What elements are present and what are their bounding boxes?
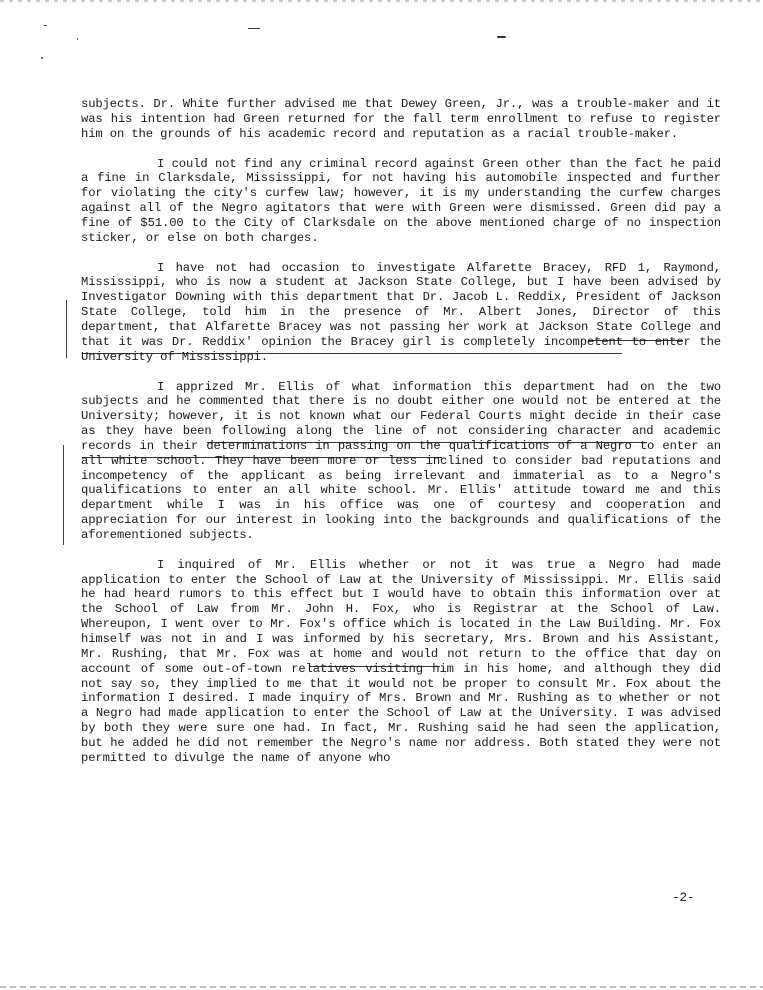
scan-speck	[77, 38, 78, 40]
margin-bracket-mark	[63, 445, 64, 545]
scan-speck	[41, 57, 43, 59]
paragraph: subjects. Dr. White further advised me that Dewey Green, Jr., was a trouble-maker and it was his intention had Green returned for the fall term enrollment to refuse to register him on the grounds of his academic record and reputation as a racial trouble-maker.	[81, 97, 721, 141]
letter-body	[81, 97, 721, 781]
paragraph: I have not had occasion to investigate Alfarette Bracey, RFD 1, Raymond, Mississippi, who is now a student at Jackson State College, but I have been advised by Investigator Downing with this department that Dr. Jacob L. Reddix, President of Jackson State College, told him in the presence of Mr. Albert Jones, Director of this department, that Alfarette Bracey was not passing her work at Jackson State College and that it was Dr. Reddix' opinion the Bracey girl is completely incompetent to enter the University of Mississippi.	[81, 260, 721, 364]
scan-edge-top	[0, 0, 763, 2]
paragraph: I inquired of Mr. Ellis whether or not it was true a Negro had made application to enter the School of Law at the University of Mississippi. Mr. Ellis said he had heard rumors to this effect but I would have to obtain this information over at the School of Law from Mr. John H. Fox, who is Registrar at the School of Law. Whereupon, I went over to Mr. Fox's office which is located in the Law Building. Mr. Fox himself was not in and I was informed by his secretary, Mrs. Brown and his Assistant, Mr. Rushing, that Mr. Fox was at home and would not return to the office that day on account of some out-of-town relatives visiting him in his home, and although they did not say so, they implied to me that it would not be proper to consult Mr. Fox about the information I desired. I made inquiry of Mrs. Brown and Mr. Rushing as to whether or not a Negro had made application to enter the School of Law at the University. I was advised by both they were sure one had. In fact, Mr. Rushing said he had seen the application, but he added he did not remember the Negro's name nor address. Both stated they were not permitted to divulge the name of anyone who	[81, 557, 721, 765]
scan-speck	[497, 36, 506, 38]
paragraph: I apprized Mr. Ellis of what information this department had on the two subjects and he commented that there is no doubt either one would not be entered at the University; however, it is not known what our Federal Courts might decide in their case as they have been following along the line of not considering character and academic records in their determinations in passing on the qualifications of a Negro to enter an all white school. They have been more or less inclined to consider bad reputations and incompetency of the applicant as being irrelevant and immaterial as to a Negro's qualifications to enter an all white school. Mr. Ellis' attitude toward me and this department while I was in his office was one of courtesy and cooperation and appreciation for our interest in looking into the backgrounds and qualifications of the aforementioned subjects.	[81, 379, 721, 542]
scan-speck	[44, 25, 47, 26]
margin-bracket-mark	[66, 300, 67, 358]
scan-edge-bottom	[0, 986, 763, 988]
page-number: -2-	[672, 891, 695, 905]
paragraph: I could not find any criminal record against Green other than the fact he paid a fine in Clarksdale, Mississippi, for not having his automobile inspected and further for violating the city's curfew law; however, it is my understanding the curfew charges against all of the Negro agitators that were with Green were dismissed. Green did pay a fine of $51.00 to the City of Clarksdale on the above mentioned charge of no inspection sticker, or else on both charges.	[81, 156, 721, 245]
scan-speck	[248, 28, 260, 29]
